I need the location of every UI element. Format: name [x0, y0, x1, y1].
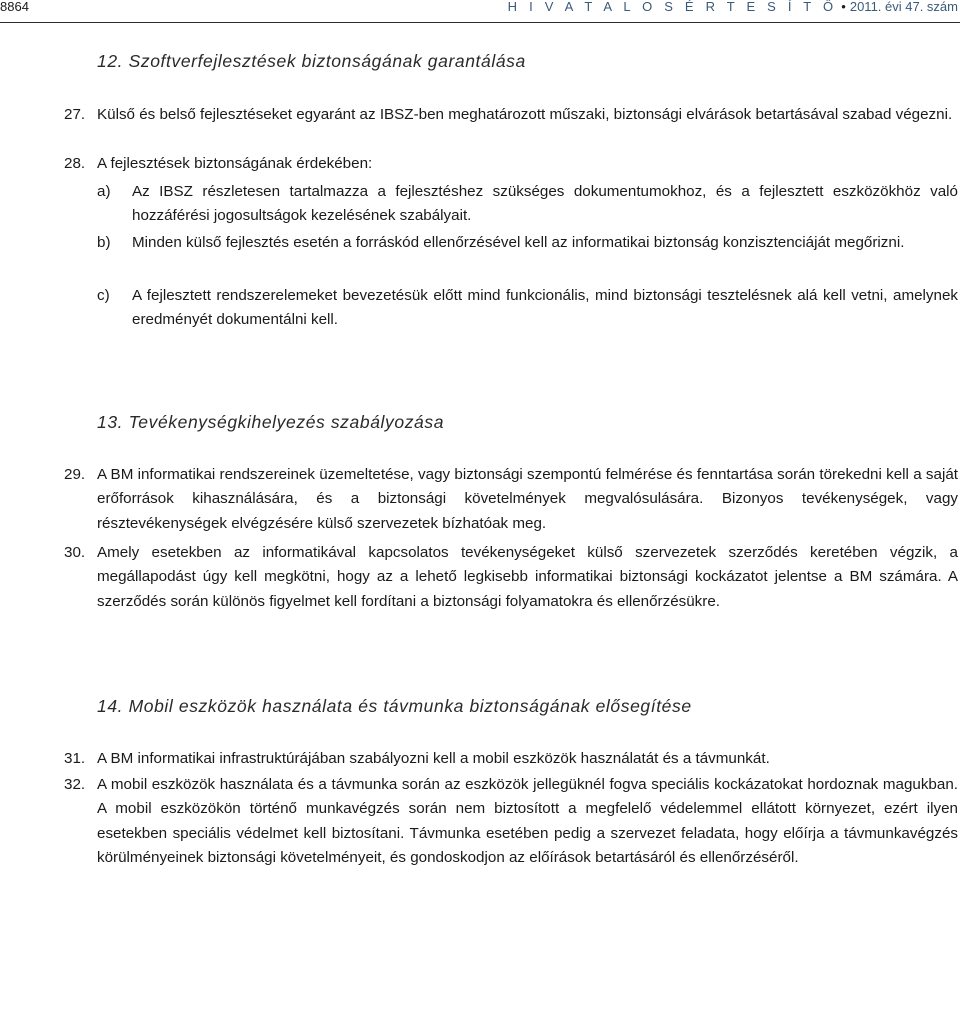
- paragraph-number: 28.: [64, 155, 86, 172]
- paragraph-number: 27.: [64, 106, 86, 123]
- item-letter: b): [97, 234, 111, 251]
- paragraph-31: [0, 747, 960, 771]
- paragraph-text: Amely esetekben az informatikával kapcsolatos tevékenységeket külső szervezetek szerződés keretében végzik, a megállapodást úgy kell megkötni, hogy az a lehető legkisebb informatikai biztonsági kockázatot jelentse a BM számára. A szerződés során különös figyelmet kell fordítani a biztonsági folyamatokra és ellenőrzésükre.: [97, 544, 958, 610]
- paragraph-text: A BM informatikai rendszereinek üzemeltetése, vagy biztonsági szempontú felmérése és fenntartása során törekedni kell a saját erőforrások kihasználására, és a biztonsági követelmények megvalósulására. Bizonyos tevékenységek, vagy résztevékenységek elvégzésére külső szervezetek bízhatóak meg.: [97, 466, 958, 532]
- item-letter: a): [97, 183, 111, 200]
- item-text: Az IBSZ részletesen tartalmazza a fejlesztéshez szükséges dokumentumokhoz, és a fejlesztett eszközökhöz való hozzáférési jogosultságok kezelésének szabályait.: [132, 183, 958, 225]
- paragraph-text: Külső és belső fejlesztéseket egyaránt az IBSZ-ben meghatározott műszaki, biztonsági elvárások betartásával szabad végezni.: [97, 106, 953, 123]
- publication-name: H I V A T A L O S É R T E S Í T Ő: [507, 0, 838, 14]
- paragraph-text: A BM informatikai infrastruktúrájában szabályozni kell a mobil eszközök használatát és a távmunkát.: [97, 750, 770, 767]
- paragraph-number: 31.: [64, 750, 86, 767]
- section-heading-13: 13. Tevékenységkihelyezés szabályozása: [97, 412, 445, 432]
- list-item-b: [0, 231, 960, 255]
- list-item-c: [0, 284, 960, 333]
- paragraph-text: A mobil eszközök használata és a távmunka során az eszközök jellegüknél fogva speciális kockázatokat hordoznak magukban. A mobil eszközökön történő munkavégzés során nem biztosított a megfelelő védelemmel ellátott környezet, ezért ilyen esetekben speciális védelmet kell biztosítani. Távmunka esetében pedig a szervezet feladata, hogy előírja a távmunkavégzés körülményeinek biztonsági követelményeit, és gondoskodjon az előírások betartásáról és ellenőrzéséről.: [97, 776, 958, 867]
- paragraph-27: [0, 103, 960, 127]
- running-title: [508, 0, 958, 14]
- item-letter: c): [97, 287, 110, 304]
- paragraph-29: [0, 463, 960, 536]
- item-text: A fejlesztett rendszerelemeket bevezetésük előtt mind funkcionális, mind biztonsági tesztelésnek alá kell vetni, amelynek eredményét dokumentálni kell.: [132, 287, 958, 329]
- paragraph-number: 29.: [64, 466, 86, 483]
- page-header: [0, 0, 960, 23]
- section-heading-12: 12. Szoftverfejlesztések biztonságának garantálása: [97, 51, 526, 71]
- paragraph-number: 30.: [64, 544, 86, 561]
- issue-label: 2011. évi 47. szám: [849, 0, 958, 14]
- list-item-a: [0, 180, 960, 229]
- paragraph-32: [0, 773, 960, 871]
- paragraph-text: A fejlesztések biztonságának érdekében:: [97, 155, 373, 172]
- bullet-separator: •: [841, 0, 846, 14]
- item-text: Minden külső fejlesztés esetén a forráskód ellenőrzésével kell az informatikai biztonság konzisztenciáját megőrizni.: [132, 234, 905, 251]
- paragraph-28: [0, 152, 960, 176]
- paragraph-30: [0, 541, 960, 614]
- page-number: 8864: [0, 0, 29, 14]
- section-heading-14: 14. Mobil eszközök használata és távmunka biztonságának elősegítése: [97, 696, 692, 716]
- paragraph-number: 32.: [64, 776, 86, 793]
